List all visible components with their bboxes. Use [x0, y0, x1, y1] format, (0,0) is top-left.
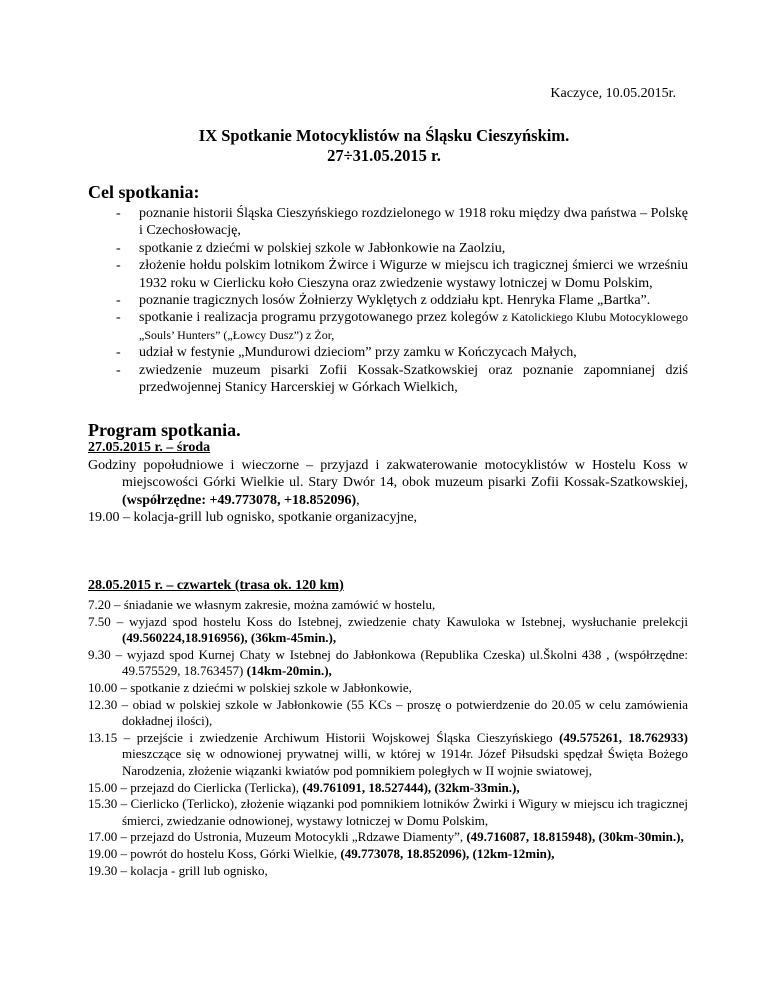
goal-text: udział w festynie „Mundurowi dzieciom” przy zamku w Kończycach Małych, [139, 345, 577, 361]
bullet-dash: - [116, 362, 121, 378]
title-line-1: IX Spotkanie Motocyklistów na Śląsku Cieszyńskim. [198, 126, 570, 145]
entry-coordinates: (49.773078, 18.852096), (12km-12min), [340, 845, 555, 861]
goal-item [88, 257, 688, 292]
day-2-entries [88, 597, 688, 879]
entry-tail: mieszczące się w odnowionej prywatnej willi, w której w 1914r. Józef Piłsudski spędzał Święta Bożego Narodzenia, złożenie wiązanki kwiatów pod pomnikiem poległych w II wojnie swiatowej, [122, 746, 688, 778]
goals-heading: Cel spotkania: [88, 182, 200, 202]
schedule-entry [88, 846, 688, 863]
day-1-header: 27.05.2015 r. – środa [88, 440, 211, 455]
goal-text: złożenie hołdu polskim lotnikom Żwirce i Wigurze w miejscu ich tragicznej śmierci we wrześniu 1932 roku w Cierlicku koło Cieszyna oraz zwiedzenie wystawy lotniczej w Domu Polskim, [139, 258, 688, 291]
document-date: Kaczyce, 10.05.2015r. [550, 86, 676, 101]
goal-text: spotkanie z dziećmi w polskiej szkole w Jabłonkowie na Zaolziu, [139, 240, 506, 256]
day-2-header: 28.05.2015 r. – czwartek (trasa ok. 120 km) [88, 578, 344, 593]
entry-coordinates: (49.560224,18.916956), (36km-45min.), [122, 630, 337, 646]
program-heading: Program spotkania. [88, 420, 241, 440]
schedule-entry: 12.30 – obiad w polskiej szkole w Jabłonkowie (55 KCs – proszę o potwierdzenie do 20.05 w celu zamówienia dokładnej ilości), [88, 696, 688, 729]
schedule-entry [88, 614, 688, 647]
bullet-dash: - [116, 345, 121, 361]
goal-text-small: z Katolickiego Klubu Motocyklowego „Souls’ Hunters” („Łowcy Dusz”) z Żor, [139, 310, 689, 342]
bullet-dash: - [116, 293, 121, 309]
goal-item [88, 240, 688, 257]
schedule-entry [88, 780, 688, 797]
goal-item [88, 205, 688, 240]
bullet-dash: - [116, 206, 121, 221]
bullet-dash: - [116, 310, 121, 326]
goal-text: spotkanie i realizacja programu przygotowanego przez kolegów [139, 310, 499, 326]
entry-text: 17.00 – przejazd do Ustronia, Muzeum Motocykli „Rdzawe Diamenty”, [88, 829, 464, 845]
bullet-dash: - [116, 258, 121, 274]
schedule-entry [88, 647, 688, 680]
schedule-entry [88, 730, 688, 780]
schedule-entry: 10.00 – spotkanie z dziećmi w polskiej szkole w Jabłonkowie, [88, 679, 412, 695]
entry-coordinates: (49.761091, 18.527444), (32km-33min.), [302, 779, 520, 795]
goal-item [88, 362, 688, 397]
title-line-2: 27÷31.05.2015 r. [327, 146, 441, 165]
goals-list [88, 205, 688, 396]
entry-text: 19.00 – powrót do hostelu Koss, Górki Wielkie, [88, 845, 338, 861]
goal-text: poznanie tragicznych losów Żołnierzy Wyklętych z oddziału kpt. Henryka Flame „Bartka”. [139, 293, 651, 309]
entry-coordinates: (14km-20min.), [246, 663, 332, 679]
goal-item [88, 344, 688, 361]
schedule-entry: 15.30 – Cierlicko (Terlicko), złożenie wiązanki pod pomnikiem lotników Żwirki i Wigury w miejscu ich tragicznej śmierci, zwiedzanie odnowionej, wystawy lotniczej w Domu Polskim, [88, 796, 688, 828]
schedule-entry [88, 829, 688, 846]
entry-text: 7.50 – wyjazd spod hostelu Koss do Istebnej, zwiedzenie chaty Kawuloka w Istebnej, wysłuchanie prelekcji [88, 613, 688, 629]
entry-text: 15.00 – przejazd do Cierlicka (Terlicka), [88, 779, 299, 795]
goal-text: poznanie historii Śląska Cieszyńskiego rozdzielonego w 1918 roku między dwa państwa – Polskę i Czechosłowację, [139, 206, 688, 239]
entry-text: Godziny popołudniowe i wieczorne – przyjazd i zakwaterowanie motocyklistów w Hostelu Koss w miejscowości Górki Wielkie ul. Stary Dwór 14, obok muzeum pisarki Zofii Kossak-Szatkowskiej, [88, 458, 688, 491]
entry-coordinates: (49.716087, 18.815948), (30km-30min.), [466, 829, 684, 845]
schedule-entry: 19.00 – kolacja-grill lub ognisko, spotkanie organizacyjne, [88, 510, 418, 526]
goal-text: zwiedzenie muzeum pisarki Zofii Kossak-Szatkowskiej oraz poznanie zapomnianej dziś przedwojennej Stanicy Harcerskiej w Górkach Wielkich, [139, 362, 688, 396]
schedule-entry: 19.30 – kolacja - grill lub ognisko, [88, 862, 268, 878]
entry-coordinates: (współrzędne: +49.773078, +18.852096) [122, 492, 357, 508]
bullet-dash: - [116, 240, 121, 256]
schedule-entry [88, 457, 688, 509]
document-title [0, 126, 768, 166]
entry-text: 9.30 – wyjazd spod Kurnej Chaty w Istebnej do Jabłonkowa (Republika Czeska) ul.Školni 438 , (współrzędne: 49.575529, 18.763457) [88, 646, 688, 679]
day-1-entries [88, 457, 688, 527]
goal-item [88, 292, 688, 309]
entry-tail: , [356, 492, 360, 508]
entry-text: 13.15 – przejście i zwiedzenie Archiwum Historii Wojskowej Śląska Cieszyńskiego [88, 729, 553, 745]
entry-coordinates: (49.575261, 18.762933) [559, 729, 688, 745]
schedule-entry: 7.20 – śniadanie we własnym zakresie, można zamówić w hostelu, [88, 597, 436, 612]
goal-item [88, 309, 688, 344]
